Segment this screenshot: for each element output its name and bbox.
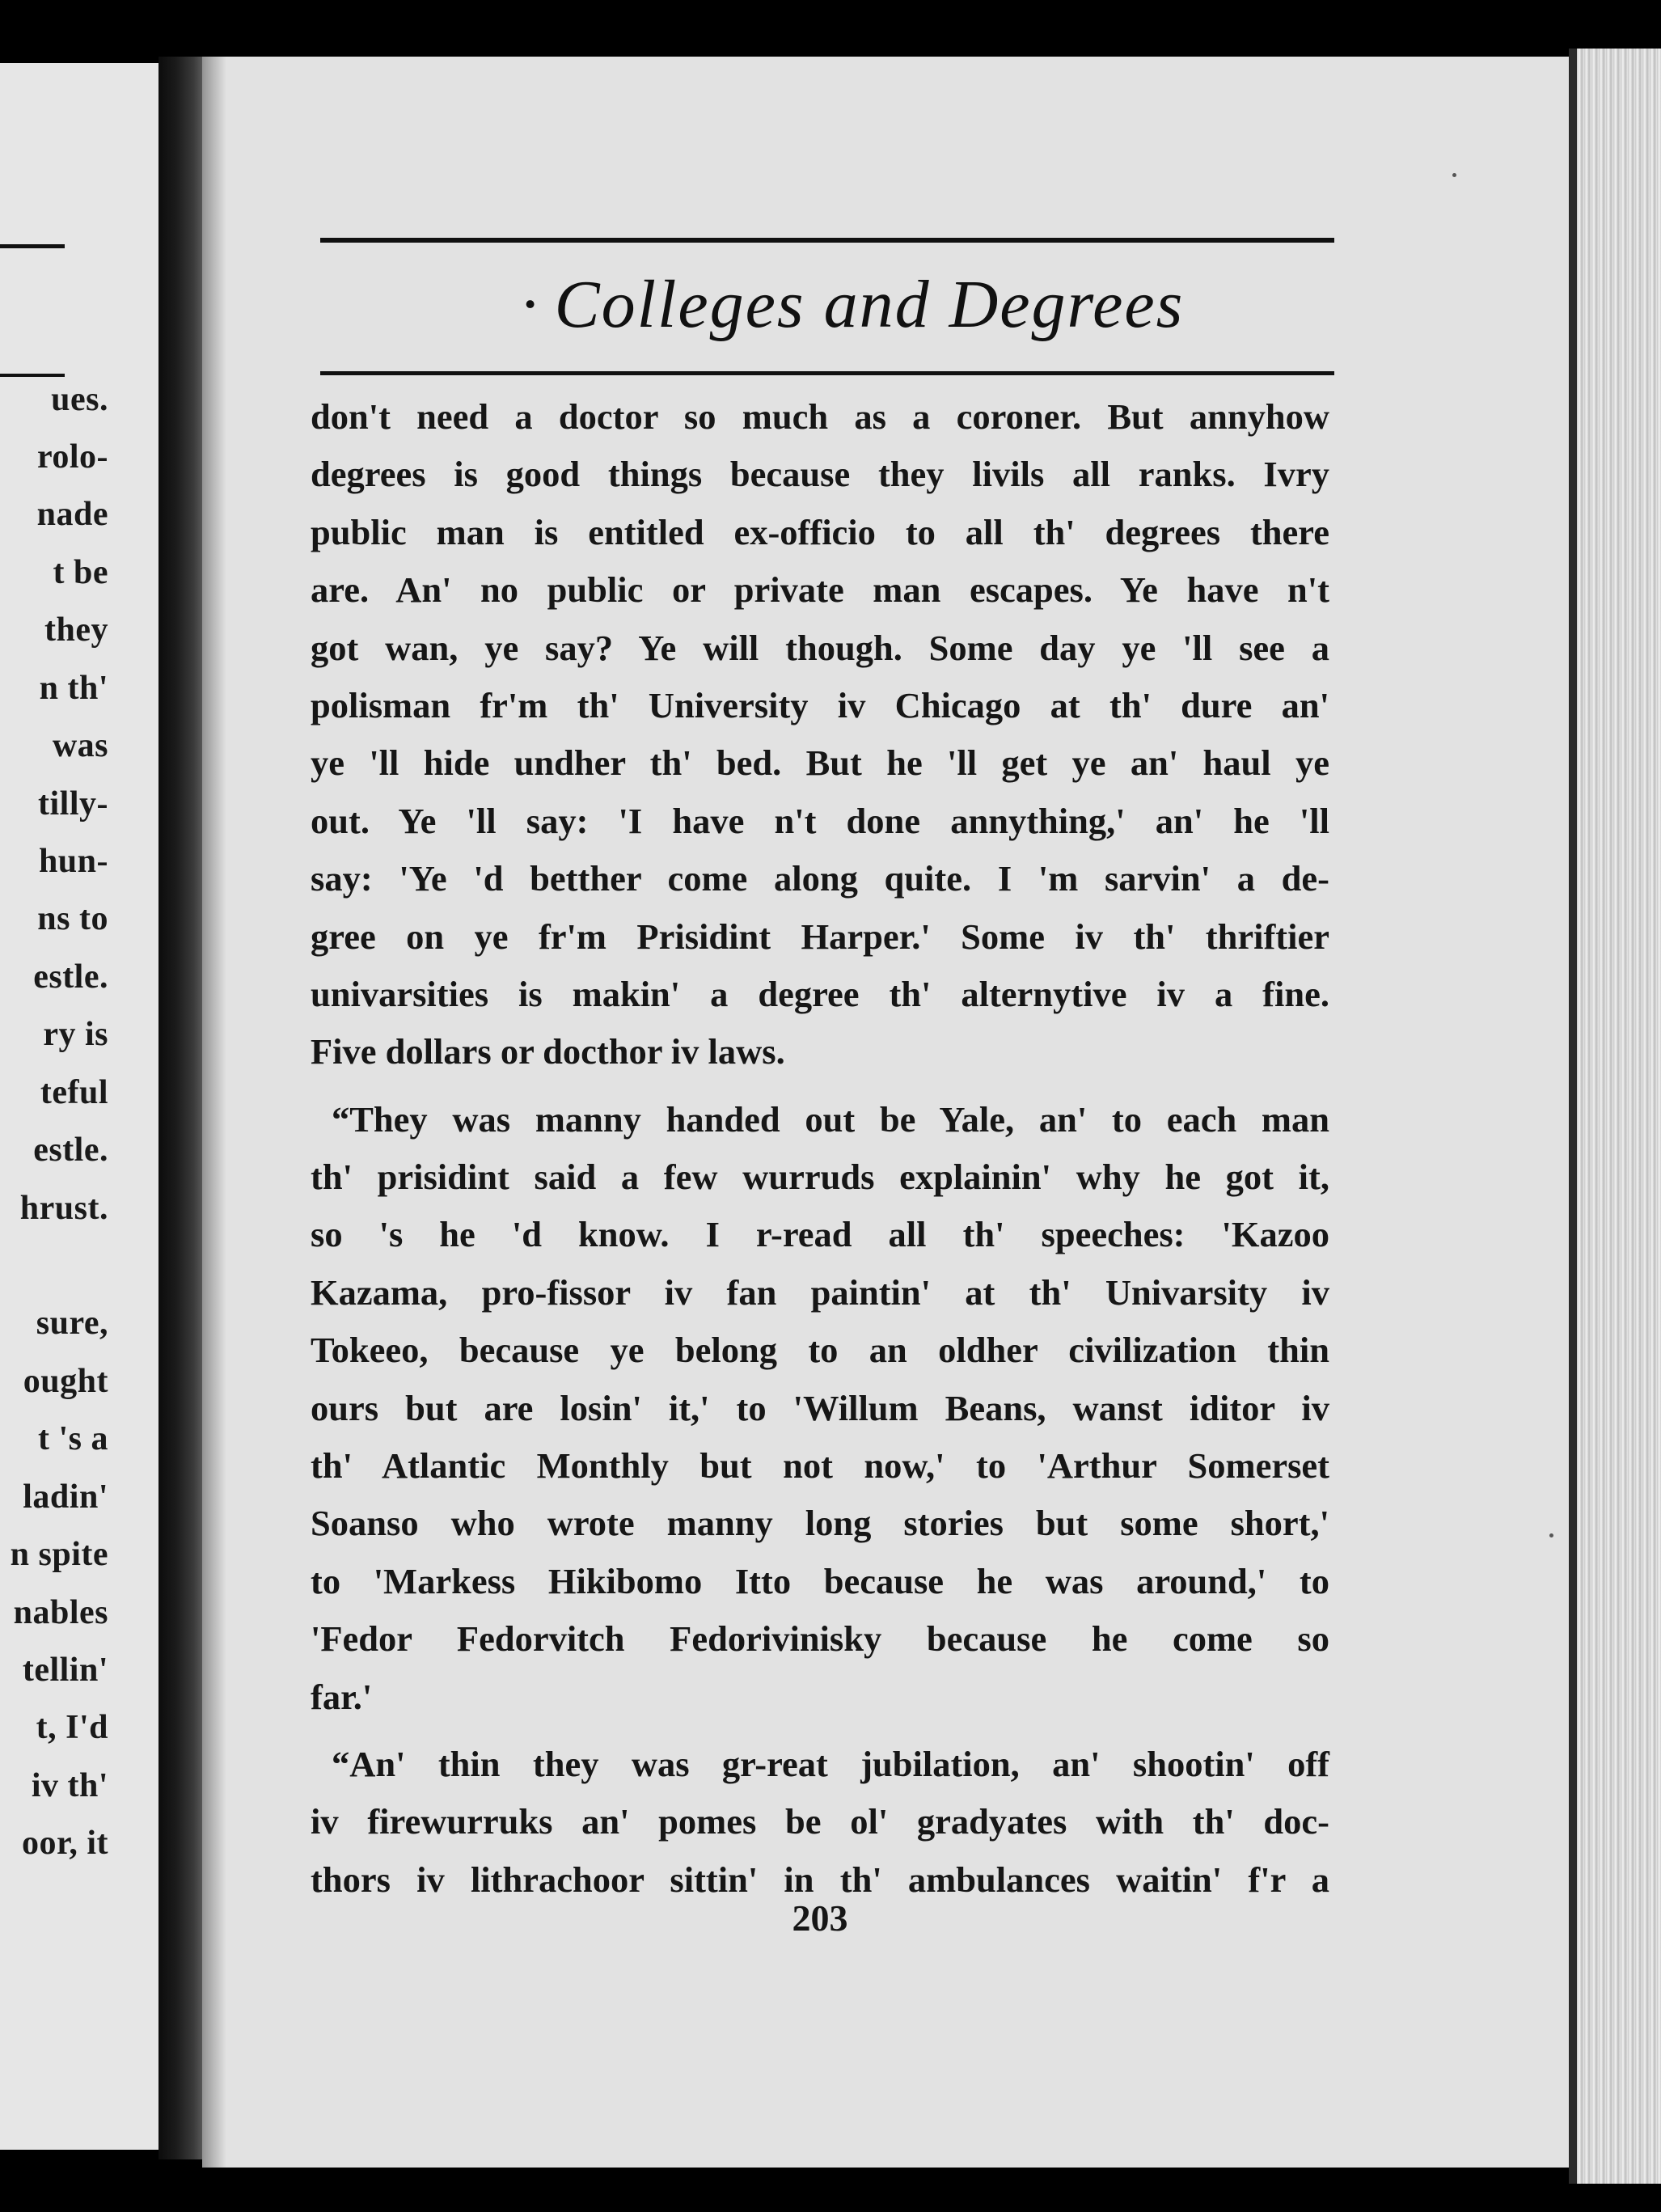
scan-speck [1549, 1533, 1553, 1537]
left-page-line: sure, [36, 1305, 108, 1342]
text-line: say: 'Ye 'd betther come along quite. I 'm sarvin' a de- [311, 858, 1329, 899]
left-page-line: was [52, 727, 108, 764]
left-page-line: iv th' [31, 1767, 108, 1804]
text-line: to 'Markess Hikibomo Itto because he was around,' to [311, 1560, 1329, 1601]
left-page-line: nables [13, 1594, 108, 1631]
left-page-line: ry is [43, 1016, 108, 1053]
paragraph [311, 388, 1329, 1081]
text-line: gree on ye fr'm Prisidint Harper.' Some iv th' thriftier [311, 916, 1329, 957]
left-page-line: nade [36, 496, 108, 533]
page-edges [1577, 49, 1661, 2184]
book-gutter [158, 57, 209, 2159]
left-page-rule [0, 244, 65, 248]
scan-speck [1452, 173, 1456, 177]
running-head-title: Colleges and Degrees [554, 267, 1185, 342]
left-facing-page [0, 63, 158, 2150]
page-number: 203 [792, 1897, 848, 1939]
left-page-line: estle. [33, 958, 108, 996]
text-line: degrees is good things because they livils all ranks. Ivry [311, 454, 1329, 495]
paragraph [311, 1736, 1329, 1909]
left-page-line: ns to [37, 900, 108, 937]
text-line: univarsities is makin' a degree th' alternytive iv a fine. [311, 973, 1329, 1014]
text-line: got wan, ye say? Ye will though. Some day ye 'll see a [311, 627, 1329, 668]
text-line: ye 'll hide undher th' bed. But he 'll get ye an' haul ye [311, 742, 1329, 784]
paragraph [311, 1091, 1329, 1726]
left-page-line: n th' [39, 670, 108, 707]
left-page-line: tellin' [22, 1652, 108, 1689]
left-page-line: t, I'd [36, 1709, 108, 1746]
text-line: so 's he 'd know. I r-read all th' speeches: 'Kazoo [311, 1214, 1329, 1255]
text-line: th' prisidint said a few wurruds explainin' why he got it, [311, 1157, 1329, 1198]
text-line: polisman fr'm th' University iv Chicago at th' dure an' [311, 684, 1329, 725]
left-page-line: they [44, 611, 108, 649]
header-rule-bottom [320, 371, 1334, 375]
left-page-line: ought [23, 1363, 108, 1400]
paragraph-gap [311, 1726, 1329, 1736]
left-page-line: rolo- [36, 438, 108, 476]
header-rule-top [320, 238, 1334, 243]
paragraph-gap [311, 1081, 1329, 1091]
text-line: iv firewurruks an' pomes be ol' gradyates with th' doc- [311, 1801, 1329, 1842]
left-page-line: estle. [33, 1131, 108, 1169]
text-line: “They was manny handed out be Yale, an' to each man [332, 1098, 1329, 1140]
text-line: 'Fedor Fedorvitch Fedorivinisky because he come so [311, 1618, 1329, 1660]
left-page-line: hun- [38, 843, 108, 880]
left-page-rule [0, 374, 65, 377]
text-line: Five dollars or docthor iv laws. [311, 1031, 785, 1072]
left-page-line: oor, it [22, 1825, 108, 1862]
text-line: Kazama, pro-fissor iv fan paintin' at th' Univarsity iv [311, 1271, 1329, 1313]
text-line: “An' thin they was gr-reat jubilation, an' shootin' off [332, 1743, 1329, 1784]
spine-shadow [202, 57, 226, 2168]
left-page-line: t be [53, 554, 108, 591]
body-text [311, 388, 1329, 1909]
left-page-line: ues. [51, 381, 108, 418]
text-line: th' Atlantic Monthly but not now,' to 'Arthur Somerset [311, 1445, 1329, 1487]
text-line: thors iv lithrachoor sittin' in th' ambulances waitin' f'r a [311, 1859, 1329, 1900]
left-page-line: n spite [10, 1536, 108, 1573]
left-page-line: t 's a [38, 1420, 108, 1457]
running-head-ornament: · [518, 267, 543, 342]
running-head [344, 252, 1359, 357]
text-line: out. Ye 'll say: 'I have n't done annything,' an' he 'll [311, 800, 1329, 841]
text-line: Soanso who wrote manny long stories but some short,' [311, 1503, 1329, 1544]
text-line: ours but are losin' it,' to 'Willum Beans, wanst iditor iv [311, 1387, 1329, 1428]
left-page-line: teful [40, 1074, 108, 1111]
left-page-line: ladin' [23, 1478, 108, 1516]
left-page-line: tilly- [38, 785, 108, 823]
text-line: Tokeeo, because ye belong to an oldher civilization thin [311, 1330, 1329, 1371]
text-line: don't need a doctor so much as a coroner. But annyhow [311, 396, 1329, 437]
text-line: far.' [311, 1676, 373, 1717]
text-line: are. An' no public or private man escapes. Ye have n't [311, 569, 1329, 611]
left-page-line: hrust. [19, 1190, 108, 1227]
text-line: public man is entitled ex-officio to all th' degrees there [311, 511, 1329, 552]
